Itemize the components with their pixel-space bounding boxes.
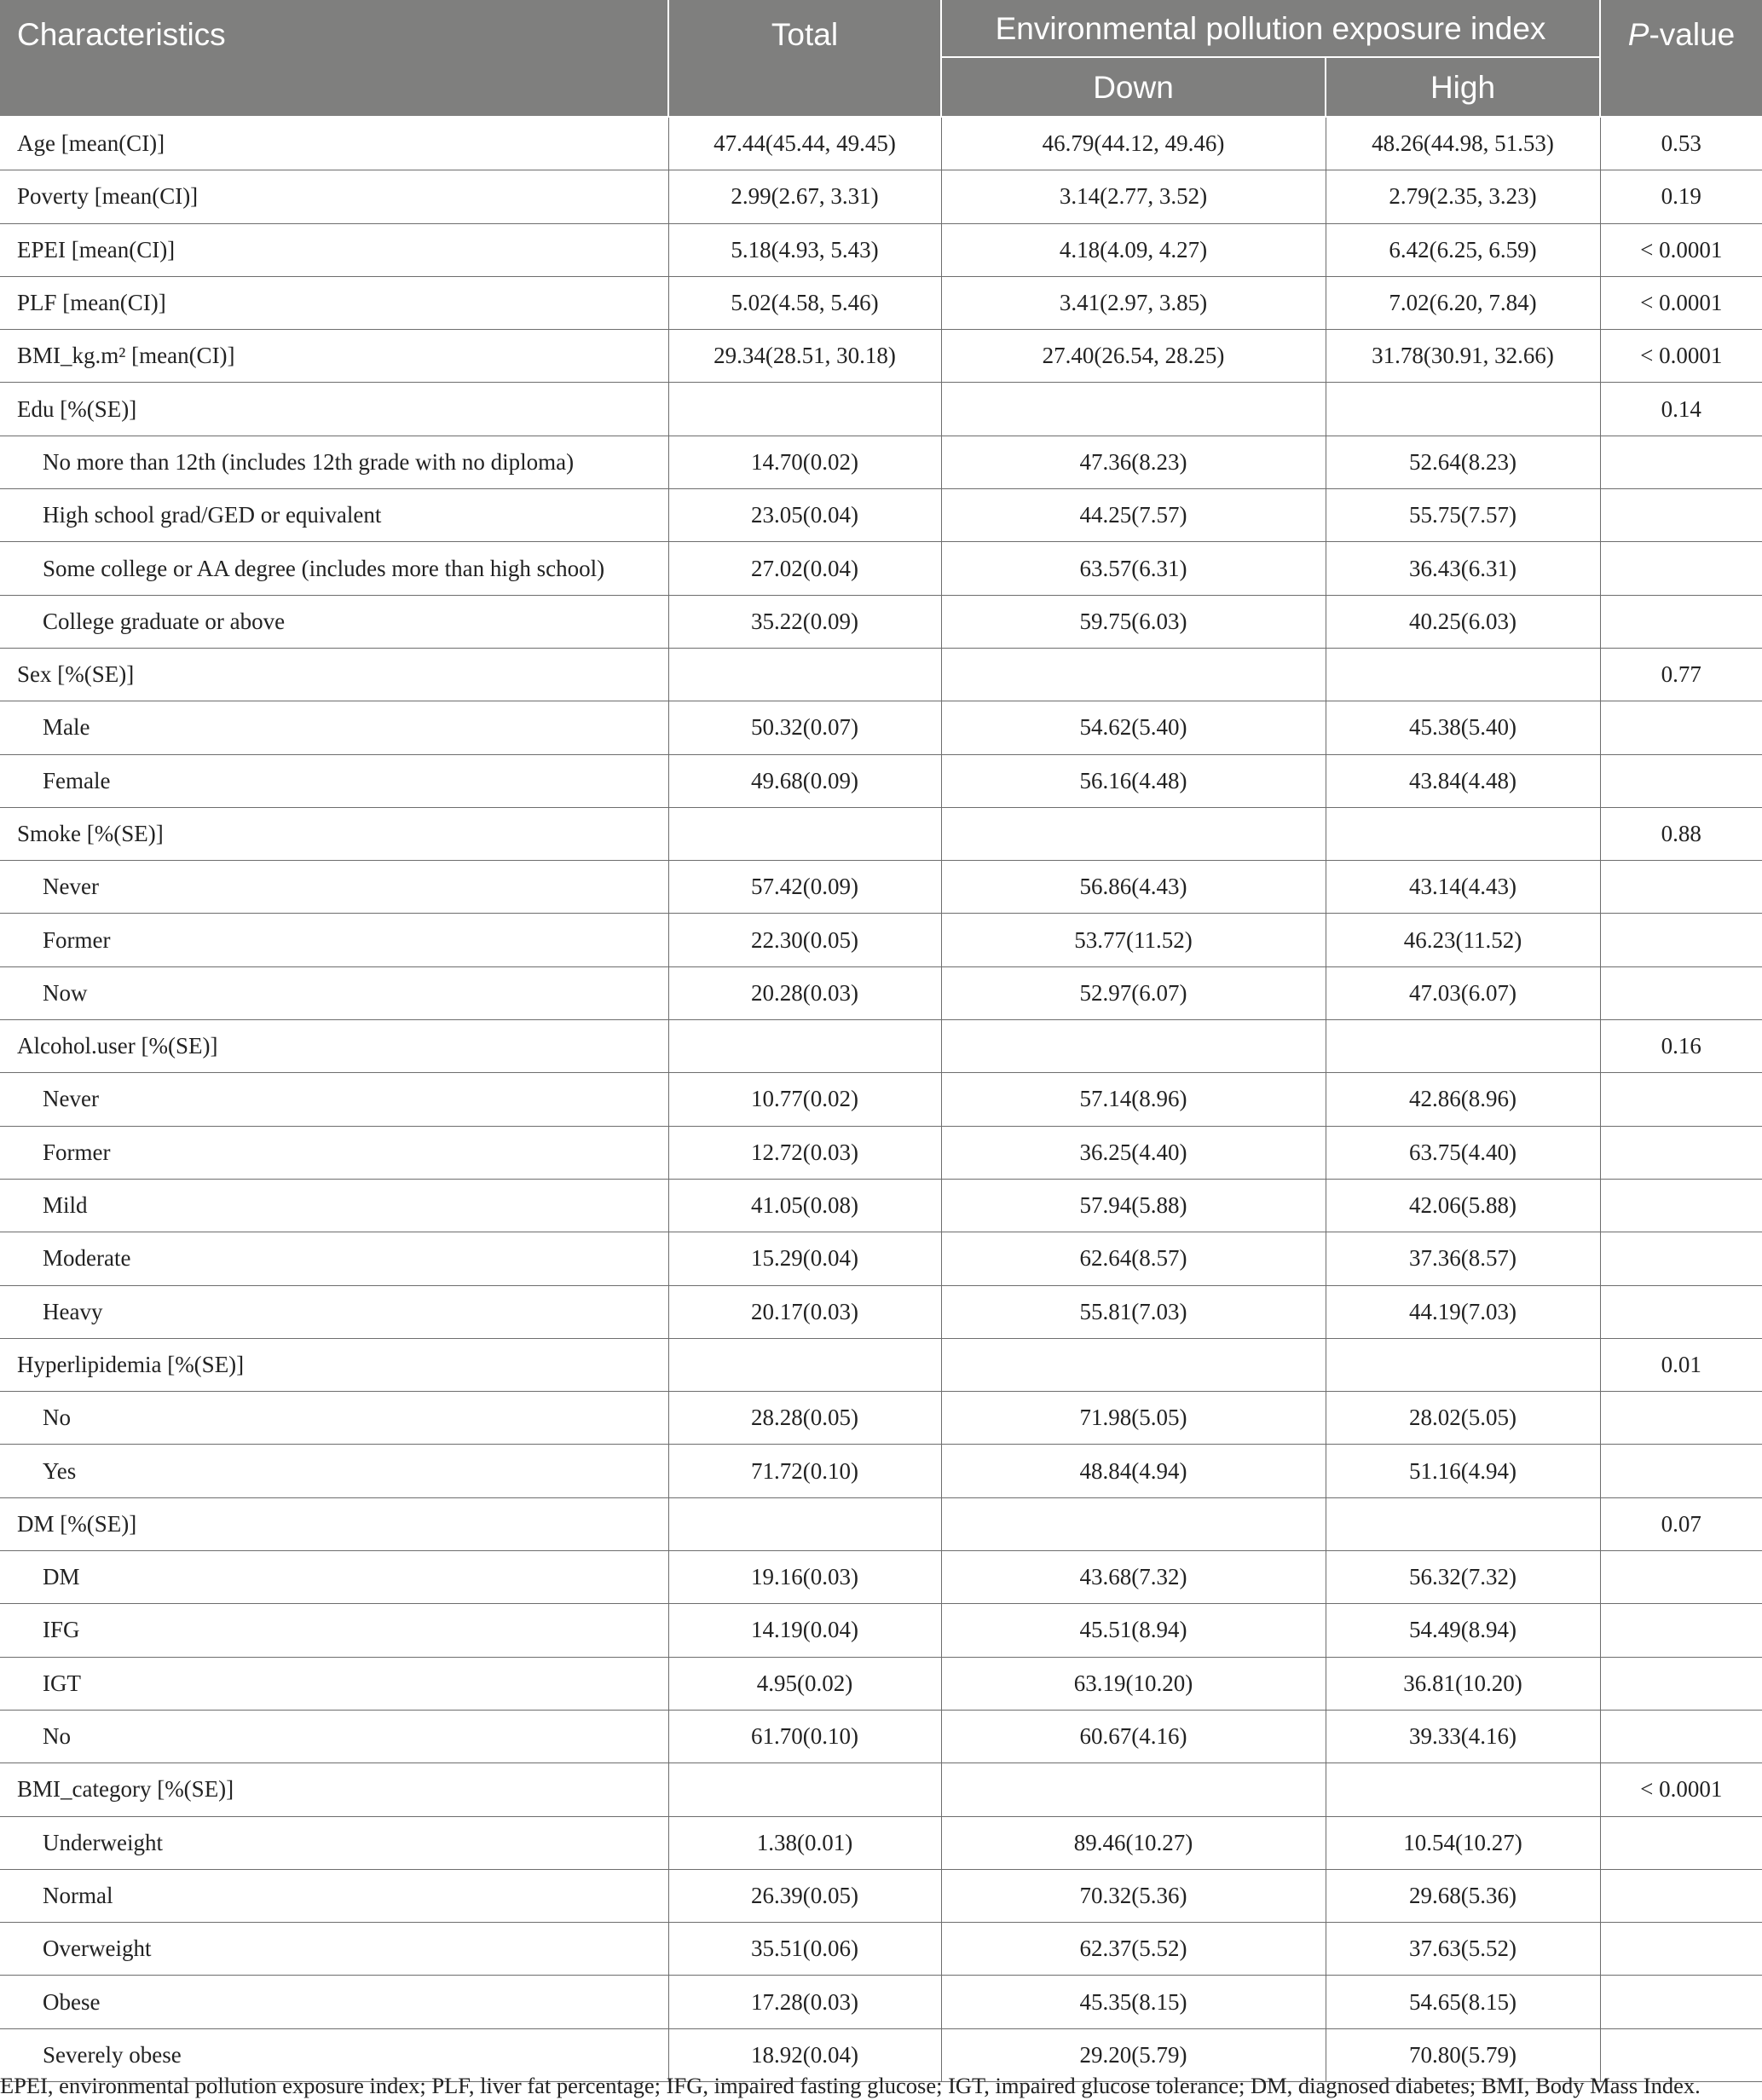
cell-high: 39.33(4.16) — [1326, 1710, 1600, 1762]
cell-down: 29.20(5.79) — [941, 2028, 1326, 2081]
cell-high: 28.02(5.05) — [1326, 1392, 1600, 1445]
cell-total — [668, 1497, 941, 1550]
cell-p-value — [1600, 489, 1762, 542]
cell-characteristic: Age [mean(CI)] — [0, 117, 668, 170]
cell-characteristic: Former — [0, 914, 668, 966]
header-epei-group: Environmental pollution exposure index — [941, 0, 1600, 57]
cell-high: 46.23(11.52) — [1326, 914, 1600, 966]
table-row — [0, 330, 1762, 383]
cell-characteristic: Some college or AA degree (includes more than high school) — [0, 542, 668, 595]
cell-down: 57.14(8.96) — [941, 1073, 1326, 1126]
cell-p-value — [1600, 1657, 1762, 1710]
table-row — [0, 1497, 1762, 1550]
table-row — [0, 1657, 1762, 1710]
cell-p-value — [1600, 542, 1762, 595]
cell-characteristic: Smoke [%(SE)] — [0, 807, 668, 860]
header-row-1 — [0, 0, 1762, 57]
cell-p-value — [1600, 966, 1762, 1019]
cell-high: 45.38(5.40) — [1326, 701, 1600, 754]
cell-total: 61.70(0.10) — [668, 1710, 941, 1762]
cell-p-value — [1600, 1923, 1762, 1976]
cell-down: 4.18(4.09, 4.27) — [941, 223, 1326, 276]
cell-characteristic: Never — [0, 861, 668, 914]
cell-total: 35.22(0.09) — [668, 595, 941, 648]
cell-high: 7.02(6.20, 7.84) — [1326, 276, 1600, 329]
cell-characteristic: Moderate — [0, 1232, 668, 1285]
cell-p-value — [1600, 861, 1762, 914]
cell-characteristic: BMI_kg.m² [mean(CI)] — [0, 330, 668, 383]
table-row — [0, 1869, 1762, 1922]
cell-p-value: 0.88 — [1600, 807, 1762, 860]
table-row — [0, 966, 1762, 1019]
cell-characteristic: DM [%(SE)] — [0, 1497, 668, 1550]
cell-total: 4.95(0.02) — [668, 1657, 941, 1710]
cell-total: 2.99(2.67, 3.31) — [668, 170, 941, 223]
cell-characteristic: No more than 12th (includes 12th grade with no diploma) — [0, 436, 668, 488]
cell-characteristic: Obese — [0, 1976, 668, 2028]
cell-high — [1326, 1338, 1600, 1391]
table-row — [0, 1285, 1762, 1338]
cell-characteristic: Female — [0, 754, 668, 807]
cell-characteristic: Hyperlipidemia [%(SE)] — [0, 1338, 668, 1391]
cell-total: 49.68(0.09) — [668, 754, 941, 807]
cell-p-value: 0.19 — [1600, 170, 1762, 223]
cell-p-value — [1600, 1816, 1762, 1869]
cell-down: 62.37(5.52) — [941, 1923, 1326, 1976]
cell-characteristic: Male — [0, 701, 668, 754]
cell-p-value: < 0.0001 — [1600, 276, 1762, 329]
cell-high: 29.68(5.36) — [1326, 1869, 1600, 1922]
cell-characteristic: Poverty [mean(CI)] — [0, 170, 668, 223]
cell-high: 70.80(5.79) — [1326, 2028, 1600, 2081]
cell-total: 12.72(0.03) — [668, 1126, 941, 1179]
table-row — [0, 1126, 1762, 1179]
cell-p-value: 0.14 — [1600, 383, 1762, 436]
cell-total — [668, 383, 941, 436]
cell-total: 14.19(0.04) — [668, 1604, 941, 1657]
cell-high: 63.75(4.40) — [1326, 1126, 1600, 1179]
cell-characteristic: Mild — [0, 1179, 668, 1232]
cell-down: 45.51(8.94) — [941, 1604, 1326, 1657]
cell-down: 60.67(4.16) — [941, 1710, 1326, 1762]
table-row — [0, 1816, 1762, 1869]
cell-high: 36.81(10.20) — [1326, 1657, 1600, 1710]
header-characteristics: Characteristics — [0, 0, 668, 117]
table-row — [0, 1392, 1762, 1445]
cell-down: 3.41(2.97, 3.85) — [941, 276, 1326, 329]
cell-characteristic: No — [0, 1710, 668, 1762]
cell-high: 56.32(7.32) — [1326, 1551, 1600, 1604]
cell-characteristic: High school grad/GED or equivalent — [0, 489, 668, 542]
cell-p-value — [1600, 1232, 1762, 1285]
cell-total: 23.05(0.04) — [668, 489, 941, 542]
table-row — [0, 595, 1762, 648]
table-row — [0, 1763, 1762, 1816]
cell-total: 35.51(0.06) — [668, 1923, 941, 1976]
cell-total: 10.77(0.02) — [668, 1073, 941, 1126]
cell-total: 50.32(0.07) — [668, 701, 941, 754]
cell-down: 27.40(26.54, 28.25) — [941, 330, 1326, 383]
cell-p-value: < 0.0001 — [1600, 330, 1762, 383]
table-row — [0, 648, 1762, 701]
table-row — [0, 542, 1762, 595]
cell-high: 37.36(8.57) — [1326, 1232, 1600, 1285]
cell-high: 37.63(5.52) — [1326, 1923, 1600, 1976]
cell-total: 28.28(0.05) — [668, 1392, 941, 1445]
cell-characteristic: Alcohol.user [%(SE)] — [0, 1020, 668, 1073]
cell-p-value — [1600, 1976, 1762, 2028]
table-row — [0, 1710, 1762, 1762]
cell-high: 54.65(8.15) — [1326, 1976, 1600, 2028]
cell-total — [668, 648, 941, 701]
table-row — [0, 383, 1762, 436]
table-row — [0, 1020, 1762, 1073]
table-row — [0, 807, 1762, 860]
table-row — [0, 1073, 1762, 1126]
table-row — [0, 861, 1762, 914]
cell-total: 26.39(0.05) — [668, 1869, 941, 1922]
cell-total: 20.17(0.03) — [668, 1285, 941, 1338]
cell-down — [941, 1497, 1326, 1550]
table-row — [0, 436, 1762, 488]
cell-down: 53.77(11.52) — [941, 914, 1326, 966]
cell-p-value — [1600, 1285, 1762, 1338]
cell-high — [1326, 383, 1600, 436]
cell-p-value: < 0.0001 — [1600, 223, 1762, 276]
table-row — [0, 223, 1762, 276]
cell-characteristic: BMI_category [%(SE)] — [0, 1763, 668, 1816]
cell-down: 59.75(6.03) — [941, 595, 1326, 648]
cell-high: 40.25(6.03) — [1326, 595, 1600, 648]
cell-characteristic: Now — [0, 966, 668, 1019]
cell-characteristic: EPEI [mean(CI)] — [0, 223, 668, 276]
cell-down: 63.57(6.31) — [941, 542, 1326, 595]
cell-high: 51.16(4.94) — [1326, 1445, 1600, 1497]
cell-characteristic: Heavy — [0, 1285, 668, 1338]
table-row — [0, 701, 1762, 754]
cell-p-value: < 0.0001 — [1600, 1763, 1762, 1816]
cell-down: 57.94(5.88) — [941, 1179, 1326, 1232]
cell-down: 70.32(5.36) — [941, 1869, 1326, 1922]
cell-down: 54.62(5.40) — [941, 701, 1326, 754]
cell-characteristic: College graduate or above — [0, 595, 668, 648]
cell-down: 46.79(44.12, 49.46) — [941, 117, 1326, 170]
cell-p-value — [1600, 701, 1762, 754]
cell-p-value — [1600, 1710, 1762, 1762]
cell-high: 6.42(6.25, 6.59) — [1326, 223, 1600, 276]
cell-total — [668, 1763, 941, 1816]
cell-characteristic: Yes — [0, 1445, 668, 1497]
cell-high: 36.43(6.31) — [1326, 542, 1600, 595]
cell-p-value — [1600, 1179, 1762, 1232]
table-row — [0, 1976, 1762, 2028]
cell-high — [1326, 648, 1600, 701]
cell-down — [941, 383, 1326, 436]
cell-characteristic: No — [0, 1392, 668, 1445]
cell-p-value: 0.16 — [1600, 1020, 1762, 1073]
cell-p-value — [1600, 436, 1762, 488]
cell-down — [941, 807, 1326, 860]
cell-characteristic: Normal — [0, 1869, 668, 1922]
cell-high: 54.49(8.94) — [1326, 1604, 1600, 1657]
cell-high: 43.84(4.48) — [1326, 754, 1600, 807]
cell-p-value — [1600, 1445, 1762, 1497]
cell-down: 63.19(10.20) — [941, 1657, 1326, 1710]
cell-high: 10.54(10.27) — [1326, 1816, 1600, 1869]
cell-down: 89.46(10.27) — [941, 1816, 1326, 1869]
cell-p-value: 0.77 — [1600, 648, 1762, 701]
cell-high: 48.26(44.98, 51.53) — [1326, 117, 1600, 170]
cell-p-value — [1600, 1604, 1762, 1657]
cell-down — [941, 1763, 1326, 1816]
cell-down: 56.16(4.48) — [941, 754, 1326, 807]
cell-characteristic: Edu [%(SE)] — [0, 383, 668, 436]
cell-down: 47.36(8.23) — [941, 436, 1326, 488]
cell-high — [1326, 807, 1600, 860]
cell-down: 43.68(7.32) — [941, 1551, 1326, 1604]
cell-total: 71.72(0.10) — [668, 1445, 941, 1497]
cell-high: 42.86(8.96) — [1326, 1073, 1600, 1126]
table-row — [0, 117, 1762, 170]
cell-characteristic: IGT — [0, 1657, 668, 1710]
cell-characteristic: Overweight — [0, 1923, 668, 1976]
cell-p-value — [1600, 595, 1762, 648]
cell-total: 27.02(0.04) — [668, 542, 941, 595]
header-p-value — [1600, 0, 1762, 117]
header-p-value-italic: P — [1627, 17, 1649, 52]
table-row — [0, 754, 1762, 807]
cell-p-value: 0.07 — [1600, 1497, 1762, 1550]
cell-total — [668, 1338, 941, 1391]
header-total: Total — [668, 0, 941, 117]
table-row — [0, 170, 1762, 223]
cell-down: 45.35(8.15) — [941, 1976, 1326, 2028]
cell-p-value — [1600, 1126, 1762, 1179]
table-row — [0, 914, 1762, 966]
table-header — [0, 0, 1762, 117]
cell-down: 55.81(7.03) — [941, 1285, 1326, 1338]
cell-total: 1.38(0.01) — [668, 1816, 941, 1869]
cell-down — [941, 648, 1326, 701]
cell-total: 18.92(0.04) — [668, 2028, 941, 2081]
cell-total: 5.02(4.58, 5.46) — [668, 276, 941, 329]
cell-p-value — [1600, 1392, 1762, 1445]
cell-p-value — [1600, 1551, 1762, 1604]
cell-down — [941, 1338, 1326, 1391]
cell-p-value — [1600, 1073, 1762, 1126]
table-row — [0, 1445, 1762, 1497]
cell-high: 43.14(4.43) — [1326, 861, 1600, 914]
cell-high: 31.78(30.91, 32.66) — [1326, 330, 1600, 383]
cell-characteristic: Underweight — [0, 1816, 668, 1869]
cell-down: 56.86(4.43) — [941, 861, 1326, 914]
cell-total — [668, 807, 941, 860]
table-row — [0, 276, 1762, 329]
cell-high: 2.79(2.35, 3.23) — [1326, 170, 1600, 223]
table-row — [0, 1179, 1762, 1232]
cell-p-value — [1600, 754, 1762, 807]
cell-p-value: 0.01 — [1600, 1338, 1762, 1391]
table-footnote: EPEI, environmental pollution exposure index; PLF, liver fat percentage; IFG, impaired fasting glucose; IGT, impaired glucose tolerance; DM, diagnosed diabetes; BMI, Body Mass Index. — [0, 2072, 1701, 2098]
cell-high: 47.03(6.07) — [1326, 966, 1600, 1019]
header-high: High — [1326, 57, 1600, 117]
cell-total: 14.70(0.02) — [668, 436, 941, 488]
cell-down: 48.84(4.94) — [941, 1445, 1326, 1497]
cell-total: 47.44(45.44, 49.45) — [668, 117, 941, 170]
cell-total: 22.30(0.05) — [668, 914, 941, 966]
cell-total: 17.28(0.03) — [668, 1976, 941, 2028]
cell-high: 55.75(7.57) — [1326, 489, 1600, 542]
cell-total: 41.05(0.08) — [668, 1179, 941, 1232]
cell-high — [1326, 1497, 1600, 1550]
cell-high — [1326, 1020, 1600, 1073]
cell-high — [1326, 1763, 1600, 1816]
cell-characteristic: Never — [0, 1073, 668, 1126]
cell-total: 15.29(0.04) — [668, 1232, 941, 1285]
cell-total: 57.42(0.09) — [668, 861, 941, 914]
cell-high: 42.06(5.88) — [1326, 1179, 1600, 1232]
cell-characteristic: Former — [0, 1126, 668, 1179]
table-row — [0, 489, 1762, 542]
header-p-value-rest: -value — [1649, 17, 1736, 52]
cell-p-value — [1600, 1869, 1762, 1922]
cell-high: 44.19(7.03) — [1326, 1285, 1600, 1338]
cell-down: 3.14(2.77, 3.52) — [941, 170, 1326, 223]
table-row — [0, 1604, 1762, 1657]
cell-characteristic: Sex [%(SE)] — [0, 648, 668, 701]
cell-total: 19.16(0.03) — [668, 1551, 941, 1604]
cell-down: 62.64(8.57) — [941, 1232, 1326, 1285]
cell-total: 5.18(4.93, 5.43) — [668, 223, 941, 276]
table-row — [0, 1338, 1762, 1391]
header-down: Down — [941, 57, 1326, 117]
cell-characteristic: PLF [mean(CI)] — [0, 276, 668, 329]
table-row — [0, 1923, 1762, 1976]
cell-down: 52.97(6.07) — [941, 966, 1326, 1019]
table-body — [0, 117, 1762, 2081]
cell-down: 71.98(5.05) — [941, 1392, 1326, 1445]
table-row — [0, 1232, 1762, 1285]
cell-total — [668, 1020, 941, 1073]
cell-characteristic: IFG — [0, 1604, 668, 1657]
cell-p-value: 0.53 — [1600, 117, 1762, 170]
cell-characteristic: DM — [0, 1551, 668, 1604]
cell-high: 52.64(8.23) — [1326, 436, 1600, 488]
cell-total: 29.34(28.51, 30.18) — [668, 330, 941, 383]
cell-p-value — [1600, 914, 1762, 966]
cell-characteristic: Severely obese — [0, 2028, 668, 2081]
cell-down: 36.25(4.40) — [941, 1126, 1326, 1179]
table-row — [0, 1551, 1762, 1604]
cell-down: 44.25(7.57) — [941, 489, 1326, 542]
cell-total: 20.28(0.03) — [668, 966, 941, 1019]
cell-down — [941, 1020, 1326, 1073]
